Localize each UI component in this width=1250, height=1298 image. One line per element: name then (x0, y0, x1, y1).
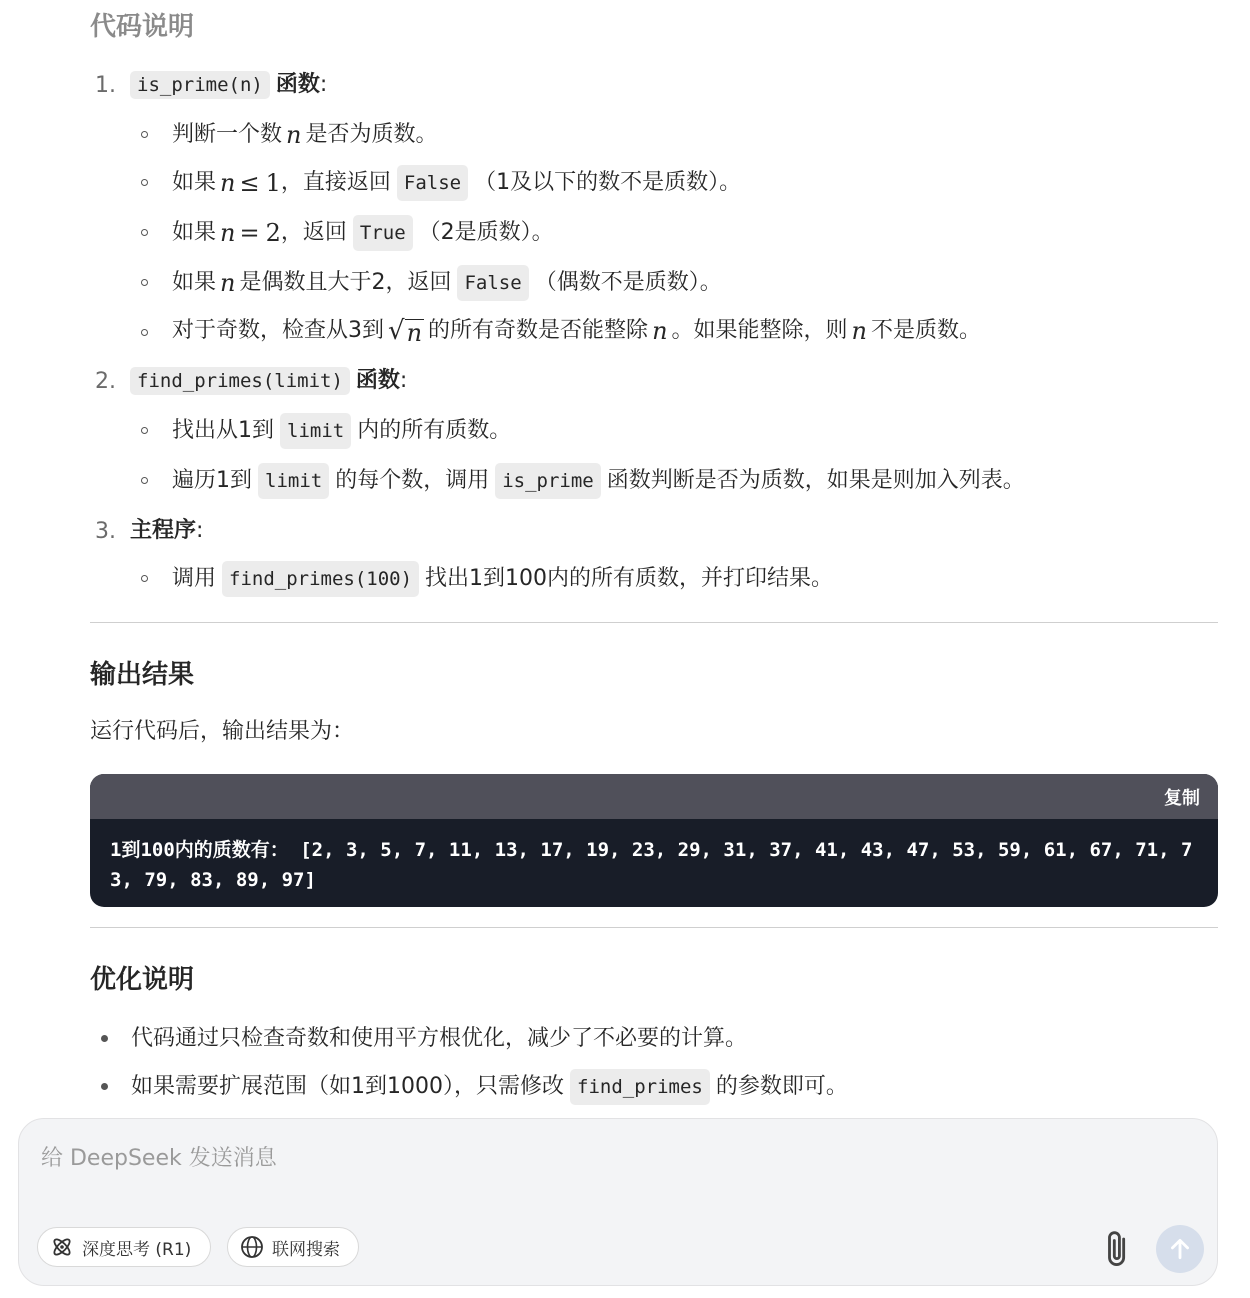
message-composer (18, 1118, 1218, 1286)
sub-item (172, 562, 833, 596)
list-item-2 (95, 364, 407, 398)
bullet-dot (101, 1083, 108, 1090)
bullet-circle (141, 329, 148, 336)
send-button[interactable] (1156, 1225, 1204, 1273)
sub-item (172, 118, 438, 152)
math-num: 2 (265, 219, 281, 247)
arrow-up-icon (1167, 1236, 1193, 1262)
text: （1及以下的数不是质数）。 (474, 170, 742, 195)
item-colon: : (319, 72, 328, 97)
item-label: 函数 (275, 72, 320, 97)
list-item-3 (95, 514, 203, 548)
text: 内的所有质数。 (357, 418, 512, 443)
text: 的所有奇数是否能整除 (428, 318, 649, 343)
item-colon: : (196, 518, 204, 543)
math-num: 1 (265, 169, 281, 197)
list-item (131, 1022, 747, 1056)
section-title-output: 输出结果 (90, 660, 195, 690)
sqrt-expression (388, 316, 424, 346)
list-item-1 (95, 68, 327, 102)
bullet-dot (101, 1035, 108, 1042)
sub-item (172, 266, 722, 300)
math-var: n (286, 121, 302, 149)
globe-icon (240, 1235, 264, 1259)
sub-item (172, 312, 981, 350)
text: 的参数即可。 (715, 1074, 848, 1099)
text: 。如果能整除，则 (671, 318, 848, 343)
math-var: n (851, 317, 868, 345)
text: 如果需要扩展范围（如1到1000），只需修改 (131, 1074, 564, 1099)
sub-item (172, 216, 554, 250)
list-number: 3. (95, 518, 116, 544)
text: （2是质数）。 (418, 220, 554, 245)
code-output: 1到100内的质数有： [2, 3, 5, 7, 11, 13, 17, 19, 23, 29, 31, 37, 41, 43, 47, 53, 59, 61, 67, 71, 73, 79, 83, 89, 97] (110, 839, 1193, 891)
bullet-circle (141, 575, 148, 582)
paperclip-icon[interactable] (1101, 1229, 1135, 1269)
item-label: 主程序 (130, 518, 197, 543)
text: 的每个数，调用 (335, 468, 490, 493)
text: （偶数不是质数）。 (534, 270, 722, 295)
output-intro: 运行代码后，输出结果为： (90, 719, 355, 744)
code-block (90, 774, 1218, 907)
inline-code: False (457, 265, 528, 301)
web-search-label: 联网搜索 (272, 1239, 340, 1260)
section-title-optimization: 优化说明 (90, 965, 195, 995)
divider (90, 622, 1218, 623)
code-block-header (90, 774, 1218, 819)
bullet-circle (141, 179, 148, 186)
inline-code: is_prime(n) (130, 71, 270, 99)
text: 调用 (172, 566, 217, 591)
text: 判断一个数 (172, 122, 283, 147)
item-label: 函数 (355, 368, 400, 393)
section-title-code-explanation: 代码说明 (90, 12, 195, 42)
text: 如果 (172, 270, 217, 295)
inline-code: find_primes (570, 1069, 710, 1105)
bullet-circle (141, 477, 148, 484)
bullet-circle (141, 229, 148, 236)
atom-icon (50, 1235, 74, 1259)
message-input[interactable] (39, 1139, 1183, 1213)
divider (90, 927, 1218, 928)
text: 找出1到100内的所有质数，并打印结果。 (425, 566, 834, 591)
bullet-circle (141, 427, 148, 434)
math-var: n (652, 317, 668, 345)
text: 函数判断是否为质数，如果是则加入列表。 (606, 468, 1025, 493)
inline-code: is_prime (495, 463, 601, 499)
copy-button[interactable]: 复制 (1164, 787, 1200, 809)
inline-code: find_primes(limit) (130, 367, 350, 395)
text: 如果 (172, 220, 217, 245)
deep-think-button[interactable] (37, 1227, 211, 1267)
bullet-circle (141, 279, 148, 286)
inline-code: limit (280, 413, 351, 449)
text: 是否为质数。 (305, 122, 438, 147)
math-var: n (406, 319, 423, 347)
sqrt-symbol: √ (388, 316, 405, 346)
item-colon: : (399, 368, 408, 393)
sub-item (172, 166, 741, 200)
math-op: ≤ (239, 169, 260, 197)
list-number: 2. (95, 368, 116, 394)
math-var: n (220, 169, 236, 197)
text: 代码通过只检查奇数和使用平方根优化，减少了不必要的计算。 (131, 1026, 748, 1051)
inline-code: find_primes(100) (222, 561, 419, 597)
text: ，返回 (280, 220, 347, 245)
web-search-button[interactable] (227, 1227, 359, 1267)
math-var: n (220, 219, 236, 247)
text: 是偶数且大于2，返回 (239, 270, 452, 295)
inline-code: True (353, 215, 413, 251)
sub-item (172, 464, 1025, 498)
bullet-circle (141, 131, 148, 138)
list-item (131, 1070, 848, 1104)
text: 如果 (172, 170, 217, 195)
text: 遍历1到 (172, 468, 252, 493)
deep-think-label: 深度思考 (R1) (82, 1239, 192, 1260)
sub-item (172, 414, 511, 448)
math-var: n (220, 269, 236, 297)
list-number: 1. (95, 72, 116, 98)
text: ，直接返回 (280, 170, 391, 195)
text: 对于奇数，检查从3到 (172, 318, 384, 343)
text: 不是质数。 (871, 318, 982, 343)
text: 找出从1到 (172, 418, 274, 443)
inline-code: limit (258, 463, 329, 499)
inline-code: False (397, 165, 468, 201)
math-op: = (239, 219, 260, 247)
